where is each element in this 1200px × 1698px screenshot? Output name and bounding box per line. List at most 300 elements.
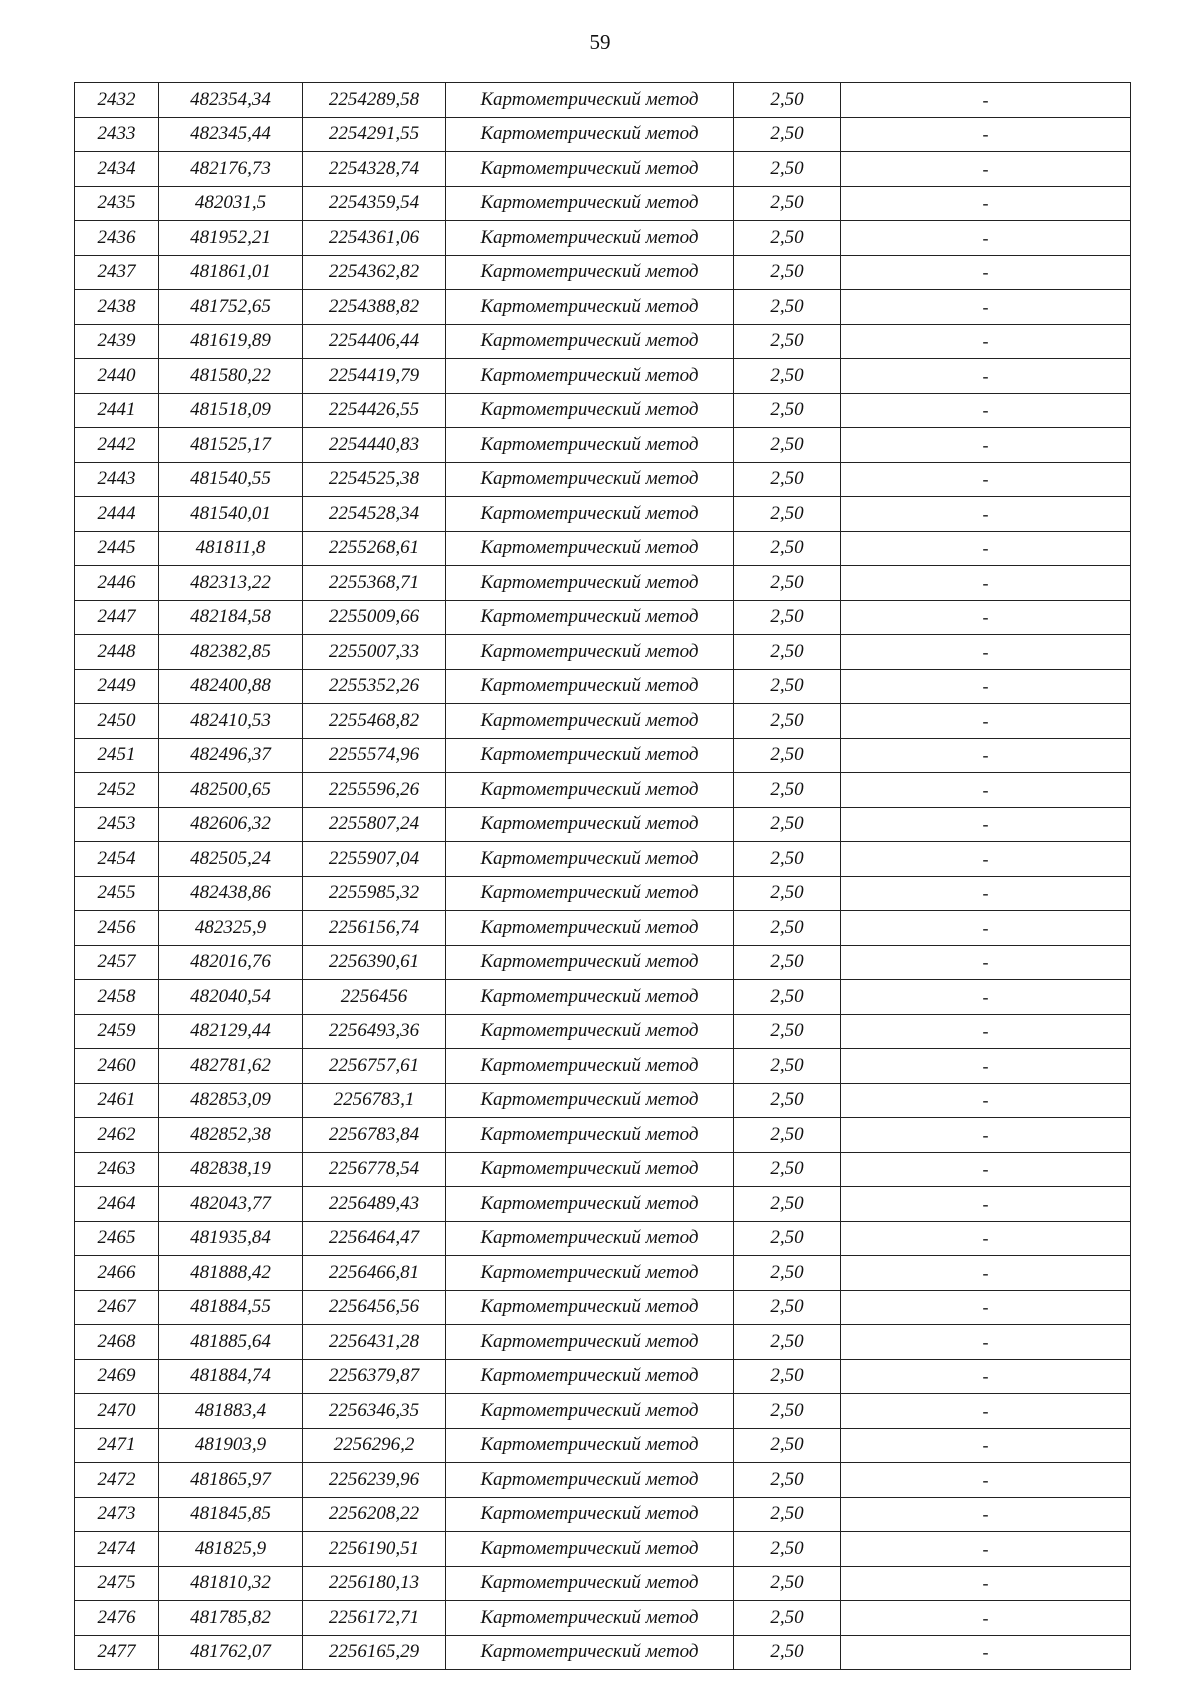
x-coordinate-cell: 482016,76 xyxy=(159,945,303,980)
table-row xyxy=(75,428,1131,463)
point-number-cell: 2438 xyxy=(75,290,159,325)
method-cell: Картометрический метод xyxy=(446,497,734,532)
point-number-cell: 2445 xyxy=(75,531,159,566)
point-number-cell: 2475 xyxy=(75,1566,159,1601)
point-number-cell: 2476 xyxy=(75,1601,159,1636)
x-coordinate-cell: 482410,53 xyxy=(159,704,303,739)
y-coordinate-cell: 2254426,55 xyxy=(303,393,446,428)
accuracy-cell: 2,50 xyxy=(734,221,841,256)
y-coordinate-cell: 2255352,26 xyxy=(303,669,446,704)
accuracy-cell: 2,50 xyxy=(734,945,841,980)
x-coordinate-cell: 482500,65 xyxy=(159,773,303,808)
point-number-cell: 2455 xyxy=(75,876,159,911)
point-number-cell: 2444 xyxy=(75,497,159,532)
description-cell: - xyxy=(841,462,1131,497)
point-number-cell: 2477 xyxy=(75,1635,159,1670)
point-number-cell: 2472 xyxy=(75,1463,159,1498)
table-row xyxy=(75,186,1131,221)
point-number-cell: 2461 xyxy=(75,1083,159,1118)
method-cell: Картометрический метод xyxy=(446,221,734,256)
description-cell: - xyxy=(841,255,1131,290)
x-coordinate-cell: 482400,88 xyxy=(159,669,303,704)
x-coordinate-cell: 482496,37 xyxy=(159,738,303,773)
accuracy-cell: 2,50 xyxy=(734,531,841,566)
point-number-cell: 2454 xyxy=(75,842,159,877)
method-cell: Картометрический метод xyxy=(446,600,734,635)
y-coordinate-cell: 2256390,61 xyxy=(303,945,446,980)
accuracy-cell: 2,50 xyxy=(734,1566,841,1601)
table-row xyxy=(75,1118,1131,1153)
x-coordinate-cell: 481903,9 xyxy=(159,1428,303,1463)
description-cell: - xyxy=(841,117,1131,152)
y-coordinate-cell: 2256757,61 xyxy=(303,1049,446,1084)
accuracy-cell: 2,50 xyxy=(734,773,841,808)
x-coordinate-cell: 481619,89 xyxy=(159,324,303,359)
y-coordinate-cell: 2255368,71 xyxy=(303,566,446,601)
table-row xyxy=(75,600,1131,635)
description-cell: - xyxy=(841,911,1131,946)
description-cell: - xyxy=(841,1635,1131,1670)
table-row xyxy=(75,738,1131,773)
point-number-cell: 2474 xyxy=(75,1532,159,1567)
x-coordinate-cell: 482606,32 xyxy=(159,807,303,842)
point-number-cell: 2439 xyxy=(75,324,159,359)
table-row xyxy=(75,1187,1131,1222)
y-coordinate-cell: 2256208,22 xyxy=(303,1497,446,1532)
accuracy-cell: 2,50 xyxy=(734,324,841,359)
accuracy-cell: 2,50 xyxy=(734,1221,841,1256)
method-cell: Картометрический метод xyxy=(446,842,734,877)
method-cell: Картометрический метод xyxy=(446,152,734,187)
x-coordinate-cell: 482040,54 xyxy=(159,980,303,1015)
x-coordinate-cell: 481785,82 xyxy=(159,1601,303,1636)
description-cell: - xyxy=(841,738,1131,773)
table-row xyxy=(75,842,1131,877)
point-number-cell: 2465 xyxy=(75,1221,159,1256)
x-coordinate-cell: 481888,42 xyxy=(159,1256,303,1291)
description-cell: - xyxy=(841,980,1131,1015)
accuracy-cell: 2,50 xyxy=(734,635,841,670)
table-row xyxy=(75,1256,1131,1291)
method-cell: Картометрический метод xyxy=(446,911,734,946)
point-number-cell: 2435 xyxy=(75,186,159,221)
method-cell: Картометрический метод xyxy=(446,186,734,221)
accuracy-cell: 2,50 xyxy=(734,911,841,946)
description-cell: - xyxy=(841,1463,1131,1498)
x-coordinate-cell: 482184,58 xyxy=(159,600,303,635)
point-number-cell: 2434 xyxy=(75,152,159,187)
point-number-cell: 2453 xyxy=(75,807,159,842)
x-coordinate-cell: 482852,38 xyxy=(159,1118,303,1153)
accuracy-cell: 2,50 xyxy=(734,497,841,532)
method-cell: Картометрический метод xyxy=(446,1290,734,1325)
x-coordinate-cell: 481518,09 xyxy=(159,393,303,428)
point-number-cell: 2441 xyxy=(75,393,159,428)
y-coordinate-cell: 2256239,96 xyxy=(303,1463,446,1498)
point-number-cell: 2451 xyxy=(75,738,159,773)
accuracy-cell: 2,50 xyxy=(734,566,841,601)
point-number-cell: 2459 xyxy=(75,1014,159,1049)
y-coordinate-cell: 2256493,36 xyxy=(303,1014,446,1049)
accuracy-cell: 2,50 xyxy=(734,1014,841,1049)
description-cell: - xyxy=(841,842,1131,877)
accuracy-cell: 2,50 xyxy=(734,255,841,290)
method-cell: Картометрический метод xyxy=(446,1532,734,1567)
point-number-cell: 2468 xyxy=(75,1325,159,1360)
description-cell: - xyxy=(841,531,1131,566)
table-row xyxy=(75,1428,1131,1463)
x-coordinate-cell: 482505,24 xyxy=(159,842,303,877)
method-cell: Картометрический метод xyxy=(446,773,734,808)
page-number: 59 xyxy=(589,30,611,54)
description-cell: - xyxy=(841,324,1131,359)
table-row xyxy=(75,462,1131,497)
method-cell: Картометрический метод xyxy=(446,1463,734,1498)
method-cell: Картометрический метод xyxy=(446,359,734,394)
point-number-cell: 2433 xyxy=(75,117,159,152)
method-cell: Картометрический метод xyxy=(446,1118,734,1153)
method-cell: Картометрический метод xyxy=(446,428,734,463)
y-coordinate-cell: 2255468,82 xyxy=(303,704,446,739)
x-coordinate-cell: 482853,09 xyxy=(159,1083,303,1118)
coordinates-table xyxy=(74,82,1131,1670)
accuracy-cell: 2,50 xyxy=(734,1256,841,1291)
table-row xyxy=(75,83,1131,118)
accuracy-cell: 2,50 xyxy=(734,704,841,739)
x-coordinate-cell: 481580,22 xyxy=(159,359,303,394)
point-number-cell: 2440 xyxy=(75,359,159,394)
accuracy-cell: 2,50 xyxy=(734,738,841,773)
table-row xyxy=(75,1359,1131,1394)
y-coordinate-cell: 2255596,26 xyxy=(303,773,446,808)
x-coordinate-cell: 482129,44 xyxy=(159,1014,303,1049)
x-coordinate-cell: 481762,07 xyxy=(159,1635,303,1670)
table-body xyxy=(75,83,1131,1670)
table-row xyxy=(75,1463,1131,1498)
point-number-cell: 2458 xyxy=(75,980,159,1015)
method-cell: Картометрический метод xyxy=(446,635,734,670)
table-row xyxy=(75,1049,1131,1084)
point-number-cell: 2463 xyxy=(75,1152,159,1187)
y-coordinate-cell: 2254361,06 xyxy=(303,221,446,256)
point-number-cell: 2469 xyxy=(75,1359,159,1394)
accuracy-cell: 2,50 xyxy=(734,1532,841,1567)
method-cell: Картометрический метод xyxy=(446,1428,734,1463)
y-coordinate-cell: 2256172,71 xyxy=(303,1601,446,1636)
description-cell: - xyxy=(841,1083,1131,1118)
description-cell: - xyxy=(841,1014,1131,1049)
x-coordinate-cell: 481810,32 xyxy=(159,1566,303,1601)
description-cell: - xyxy=(841,1359,1131,1394)
description-cell: - xyxy=(841,566,1131,601)
accuracy-cell: 2,50 xyxy=(734,1049,841,1084)
x-coordinate-cell: 481935,84 xyxy=(159,1221,303,1256)
table-row xyxy=(75,1083,1131,1118)
table-row xyxy=(75,359,1131,394)
y-coordinate-cell: 2254528,34 xyxy=(303,497,446,532)
y-coordinate-cell: 2254525,38 xyxy=(303,462,446,497)
accuracy-cell: 2,50 xyxy=(734,290,841,325)
accuracy-cell: 2,50 xyxy=(734,1118,841,1153)
method-cell: Картометрический метод xyxy=(446,290,734,325)
x-coordinate-cell: 481883,4 xyxy=(159,1394,303,1429)
description-cell: - xyxy=(841,1049,1131,1084)
description-cell: - xyxy=(841,428,1131,463)
x-coordinate-cell: 482838,19 xyxy=(159,1152,303,1187)
y-coordinate-cell: 2255985,32 xyxy=(303,876,446,911)
table-row xyxy=(75,669,1131,704)
point-number-cell: 2448 xyxy=(75,635,159,670)
description-cell: - xyxy=(841,221,1131,256)
description-cell: - xyxy=(841,186,1131,221)
table-row xyxy=(75,1635,1131,1670)
table-row xyxy=(75,1497,1131,1532)
point-number-cell: 2473 xyxy=(75,1497,159,1532)
point-number-cell: 2460 xyxy=(75,1049,159,1084)
method-cell: Картометрический метод xyxy=(446,1187,734,1222)
table-row xyxy=(75,1566,1131,1601)
method-cell: Картометрический метод xyxy=(446,393,734,428)
description-cell: - xyxy=(841,1394,1131,1429)
table-row xyxy=(75,1532,1131,1567)
description-cell: - xyxy=(841,497,1131,532)
description-cell: - xyxy=(841,945,1131,980)
description-cell: - xyxy=(841,1221,1131,1256)
x-coordinate-cell: 481884,74 xyxy=(159,1359,303,1394)
accuracy-cell: 2,50 xyxy=(734,1187,841,1222)
point-number-cell: 2457 xyxy=(75,945,159,980)
accuracy-cell: 2,50 xyxy=(734,1394,841,1429)
accuracy-cell: 2,50 xyxy=(734,1325,841,1360)
table-row xyxy=(75,1601,1131,1636)
accuracy-cell: 2,50 xyxy=(734,1083,841,1118)
y-coordinate-cell: 2254419,79 xyxy=(303,359,446,394)
point-number-cell: 2437 xyxy=(75,255,159,290)
x-coordinate-cell: 482325,9 xyxy=(159,911,303,946)
y-coordinate-cell: 2255907,04 xyxy=(303,842,446,877)
y-coordinate-cell: 2256379,87 xyxy=(303,1359,446,1394)
method-cell: Картометрический метод xyxy=(446,738,734,773)
method-cell: Картометрический метод xyxy=(446,1497,734,1532)
x-coordinate-cell: 481825,9 xyxy=(159,1532,303,1567)
x-coordinate-cell: 482438,86 xyxy=(159,876,303,911)
method-cell: Картометрический метод xyxy=(446,1083,734,1118)
accuracy-cell: 2,50 xyxy=(734,1635,841,1670)
x-coordinate-cell: 481540,55 xyxy=(159,462,303,497)
accuracy-cell: 2,50 xyxy=(734,980,841,1015)
description-cell: - xyxy=(841,773,1131,808)
table-row xyxy=(75,324,1131,359)
method-cell: Картометрический метод xyxy=(446,1152,734,1187)
y-coordinate-cell: 2255009,66 xyxy=(303,600,446,635)
description-cell: - xyxy=(841,1428,1131,1463)
y-coordinate-cell: 2255007,33 xyxy=(303,635,446,670)
description-cell: - xyxy=(841,393,1131,428)
x-coordinate-cell: 481811,8 xyxy=(159,531,303,566)
method-cell: Картометрический метод xyxy=(446,876,734,911)
description-cell: - xyxy=(841,1152,1131,1187)
method-cell: Картометрический метод xyxy=(446,1635,734,1670)
description-cell: - xyxy=(841,807,1131,842)
accuracy-cell: 2,50 xyxy=(734,876,841,911)
point-number-cell: 2432 xyxy=(75,83,159,118)
method-cell: Картометрический метод xyxy=(446,1566,734,1601)
table-row xyxy=(75,945,1131,980)
table-row xyxy=(75,1394,1131,1429)
y-coordinate-cell: 2254328,74 xyxy=(303,152,446,187)
x-coordinate-cell: 482313,22 xyxy=(159,566,303,601)
description-cell: - xyxy=(841,1497,1131,1532)
method-cell: Картометрический метод xyxy=(446,462,734,497)
accuracy-cell: 2,50 xyxy=(734,83,841,118)
x-coordinate-cell: 482176,73 xyxy=(159,152,303,187)
method-cell: Картометрический метод xyxy=(446,704,734,739)
table-row xyxy=(75,566,1131,601)
point-number-cell: 2447 xyxy=(75,600,159,635)
accuracy-cell: 2,50 xyxy=(734,1601,841,1636)
accuracy-cell: 2,50 xyxy=(734,117,841,152)
table-row xyxy=(75,221,1131,256)
y-coordinate-cell: 2254388,82 xyxy=(303,290,446,325)
description-cell: - xyxy=(841,359,1131,394)
description-cell: - xyxy=(841,1325,1131,1360)
point-number-cell: 2471 xyxy=(75,1428,159,1463)
description-cell: - xyxy=(841,1532,1131,1567)
y-coordinate-cell: 2254289,58 xyxy=(303,83,446,118)
y-coordinate-cell: 2256456 xyxy=(303,980,446,1015)
description-cell: - xyxy=(841,1566,1131,1601)
method-cell: Картометрический метод xyxy=(446,980,734,1015)
accuracy-cell: 2,50 xyxy=(734,462,841,497)
table-row xyxy=(75,531,1131,566)
description-cell: - xyxy=(841,290,1131,325)
method-cell: Картометрический метод xyxy=(446,83,734,118)
y-coordinate-cell: 2254362,82 xyxy=(303,255,446,290)
point-number-cell: 2446 xyxy=(75,566,159,601)
accuracy-cell: 2,50 xyxy=(734,842,841,877)
y-coordinate-cell: 2256431,28 xyxy=(303,1325,446,1360)
accuracy-cell: 2,50 xyxy=(734,152,841,187)
y-coordinate-cell: 2256296,2 xyxy=(303,1428,446,1463)
description-cell: - xyxy=(841,1601,1131,1636)
accuracy-cell: 2,50 xyxy=(734,669,841,704)
point-number-cell: 2464 xyxy=(75,1187,159,1222)
x-coordinate-cell: 481884,55 xyxy=(159,1290,303,1325)
table-row xyxy=(75,635,1131,670)
method-cell: Картометрический метод xyxy=(446,945,734,980)
table-row xyxy=(75,1221,1131,1256)
description-cell: - xyxy=(841,1118,1131,1153)
method-cell: Картометрический метод xyxy=(446,1601,734,1636)
x-coordinate-cell: 481861,01 xyxy=(159,255,303,290)
y-coordinate-cell: 2256783,84 xyxy=(303,1118,446,1153)
description-cell: - xyxy=(841,1290,1131,1325)
table-row xyxy=(75,393,1131,428)
y-coordinate-cell: 2256778,54 xyxy=(303,1152,446,1187)
table-row xyxy=(75,704,1131,739)
table-row xyxy=(75,152,1131,187)
method-cell: Картометрический метод xyxy=(446,531,734,566)
table-row xyxy=(75,497,1131,532)
table-row xyxy=(75,980,1131,1015)
method-cell: Картометрический метод xyxy=(446,1049,734,1084)
table-row xyxy=(75,1290,1131,1325)
x-coordinate-cell: 481845,85 xyxy=(159,1497,303,1532)
accuracy-cell: 2,50 xyxy=(734,1152,841,1187)
method-cell: Картометрический метод xyxy=(446,324,734,359)
point-number-cell: 2442 xyxy=(75,428,159,463)
y-coordinate-cell: 2256346,35 xyxy=(303,1394,446,1429)
y-coordinate-cell: 2254440,83 xyxy=(303,428,446,463)
accuracy-cell: 2,50 xyxy=(734,1463,841,1498)
point-number-cell: 2436 xyxy=(75,221,159,256)
point-number-cell: 2452 xyxy=(75,773,159,808)
table-row xyxy=(75,1325,1131,1360)
method-cell: Картометрический метод xyxy=(446,255,734,290)
description-cell: - xyxy=(841,1256,1131,1291)
accuracy-cell: 2,50 xyxy=(734,186,841,221)
accuracy-cell: 2,50 xyxy=(734,600,841,635)
method-cell: Картометрический метод xyxy=(446,1394,734,1429)
x-coordinate-cell: 482043,77 xyxy=(159,1187,303,1222)
x-coordinate-cell: 482382,85 xyxy=(159,635,303,670)
table-row xyxy=(75,773,1131,808)
method-cell: Картометрический метод xyxy=(446,1256,734,1291)
x-coordinate-cell: 482031,5 xyxy=(159,186,303,221)
description-cell: - xyxy=(841,152,1131,187)
accuracy-cell: 2,50 xyxy=(734,807,841,842)
x-coordinate-cell: 481865,97 xyxy=(159,1463,303,1498)
accuracy-cell: 2,50 xyxy=(734,1359,841,1394)
y-coordinate-cell: 2254406,44 xyxy=(303,324,446,359)
y-coordinate-cell: 2254291,55 xyxy=(303,117,446,152)
point-number-cell: 2450 xyxy=(75,704,159,739)
point-number-cell: 2449 xyxy=(75,669,159,704)
x-coordinate-cell: 481885,64 xyxy=(159,1325,303,1360)
x-coordinate-cell: 482781,62 xyxy=(159,1049,303,1084)
x-coordinate-cell: 482354,34 xyxy=(159,83,303,118)
method-cell: Картометрический метод xyxy=(446,669,734,704)
y-coordinate-cell: 2256464,47 xyxy=(303,1221,446,1256)
accuracy-cell: 2,50 xyxy=(734,359,841,394)
point-number-cell: 2467 xyxy=(75,1290,159,1325)
method-cell: Картометрический метод xyxy=(446,1014,734,1049)
accuracy-cell: 2,50 xyxy=(734,1290,841,1325)
y-coordinate-cell: 2255574,96 xyxy=(303,738,446,773)
table-row xyxy=(75,290,1131,325)
table-row xyxy=(75,807,1131,842)
table-row xyxy=(75,876,1131,911)
description-cell: - xyxy=(841,83,1131,118)
method-cell: Картометрический метод xyxy=(446,1221,734,1256)
y-coordinate-cell: 2256456,56 xyxy=(303,1290,446,1325)
table-row xyxy=(75,255,1131,290)
y-coordinate-cell: 2254359,54 xyxy=(303,186,446,221)
method-cell: Картометрический метод xyxy=(446,117,734,152)
point-number-cell: 2443 xyxy=(75,462,159,497)
point-number-cell: 2466 xyxy=(75,1256,159,1291)
description-cell: - xyxy=(841,876,1131,911)
table-row xyxy=(75,1014,1131,1049)
description-cell: - xyxy=(841,669,1131,704)
y-coordinate-cell: 2256165,29 xyxy=(303,1635,446,1670)
table-row xyxy=(75,117,1131,152)
description-cell: - xyxy=(841,704,1131,739)
y-coordinate-cell: 2256489,43 xyxy=(303,1187,446,1222)
description-cell: - xyxy=(841,1187,1131,1222)
y-coordinate-cell: 2256783,1 xyxy=(303,1083,446,1118)
method-cell: Картометрический метод xyxy=(446,1325,734,1360)
